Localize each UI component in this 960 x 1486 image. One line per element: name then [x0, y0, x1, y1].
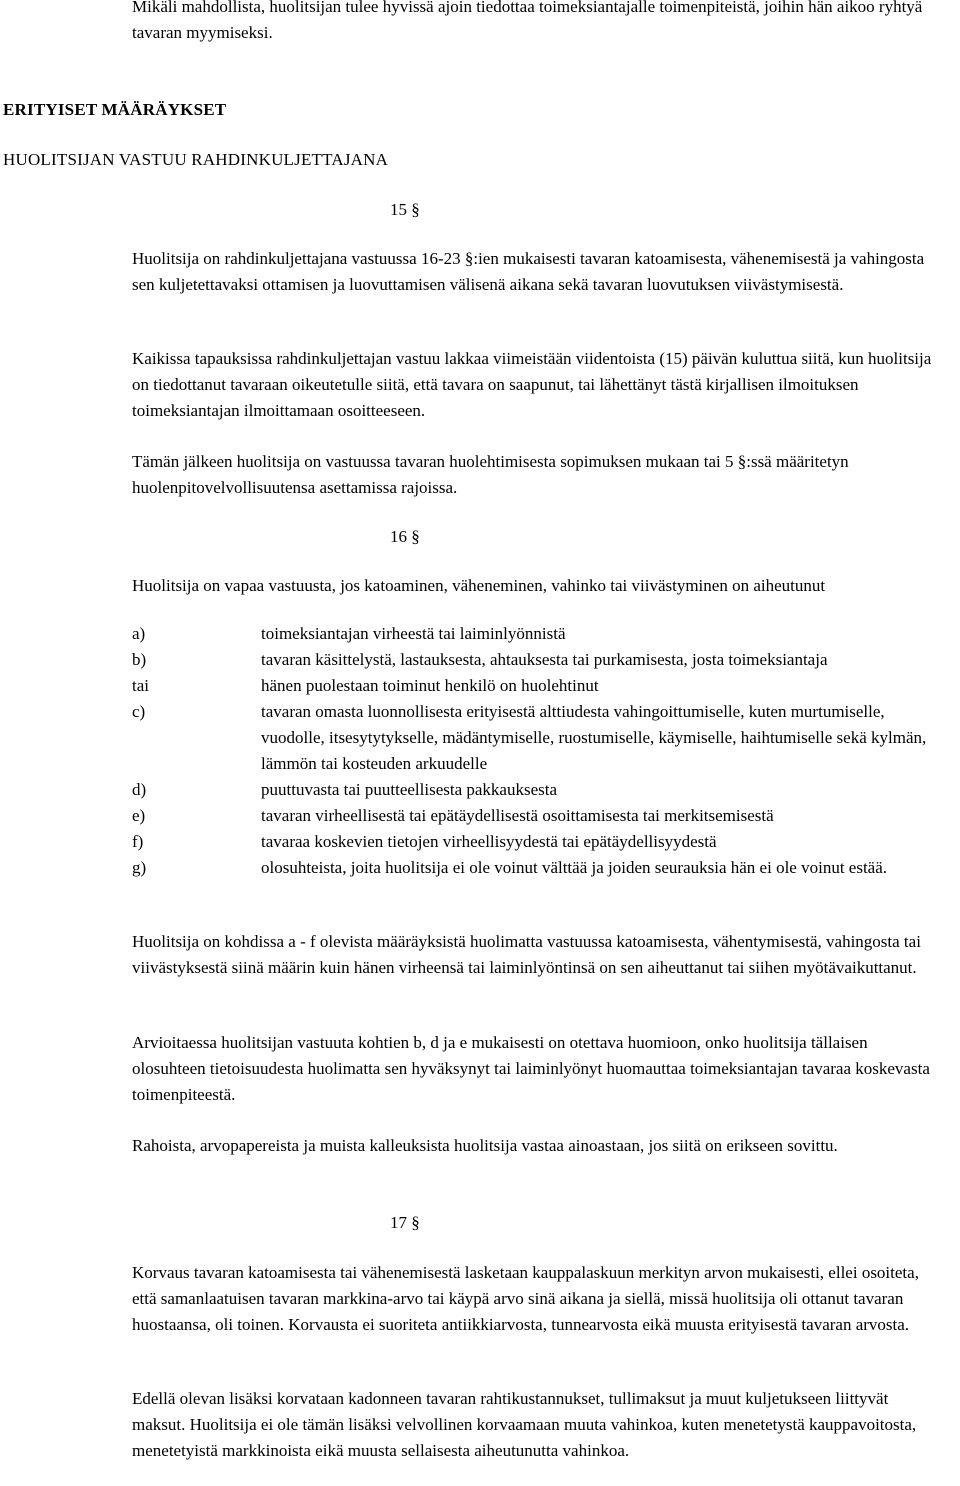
list-item	[132, 673, 944, 699]
section-15-paragraph-3: Tämän jälkeen huolitsija on vastuussa tavaran huolehtimisesta sopimuksen mukaan tai 5 §:ssä määritetyn huolenpitovelvollisuutensa asettamissa rajoissa.	[132, 452, 849, 497]
list-item-label: g)	[132, 858, 147, 877]
section-15-number: 15 §	[390, 200, 420, 219]
list-item-text: tavaran virheellisestä tai epätäydellisestä osoittamisesta tai merkitsemisestä	[261, 806, 774, 825]
list-item-label: f)	[132, 832, 144, 851]
section-16-paragraph-1: Huolitsija on kohdissa a - f olevista määräyksistä huolimatta vastuussa katoamisesta, vähentymisestä, vahingosta tai viivästyksestä siinä määrin kuin hänen virheensä tai laiminlyöntinsä on sen aiheuttanut tai siihen myötävaikuttanut.	[132, 932, 921, 977]
section-heading: ERITYISET MÄÄRÄYKSET	[3, 100, 227, 119]
list-item-text: olosuhteista, joita huolitsija ei ole voinut välttää ja joiden seurauksia hän ei ole voinut estää.	[261, 858, 888, 877]
section-15-paragraph-1: Huolitsija on rahdinkuljettajana vastuussa 16-23 §:ien mukaisesti tavaran katoamisesta, vähenemisestä ja vahingosta sen kuljetettavaksi ottamisen ja luovuttamisen välisenä aikana sekä tavaran luovutuksen viivästymisestä.	[132, 249, 925, 294]
subheading: HUOLITSIJAN VASTUU RAHDINKULJETTAJANA	[3, 150, 389, 169]
list-item-text: toimeksiantajan virheestä tai laiminlyönnistä	[261, 624, 566, 643]
list-item-label: b)	[132, 650, 147, 669]
list-item	[132, 647, 944, 673]
list-item	[132, 829, 944, 855]
section-17-paragraph-2: Edellä olevan lisäksi korvataan kadonneen tavaran rahtikustannukset, tullimaksut ja muut kuljetukseen liittyvät maksut. Huolitsija ei ole tämän lisäksi velvollinen korvaamaan muuta vahinkoa, kuten menetetystä kauppavoitosta, menetetyistä markkinoista eikä muusta sellaisesta aiheutunutta vahinkoa.	[132, 1389, 917, 1460]
list-item-label: c)	[132, 702, 146, 721]
section-16-number: 16 §	[390, 527, 420, 546]
list-item-text: tavaraa koskevien tietojen virheellisyydestä tai epätäydellisyydestä	[261, 832, 717, 851]
list-item	[132, 855, 944, 881]
list-item-text: puuttuvasta tai puutteellisesta pakkauksesta	[261, 780, 558, 799]
section-15-paragraph-2: Kaikissa tapauksissa rahdinkuljettajan vastuu lakkaa viimeistään viidentoista (15) päivän kuluttua siitä, kun huolitsija on tiedottanut tavaraan oikeutetulle siitä, että tavara on saapunut, tai lähettänyt tästä kirjallisen ilmoituksen toimeksiantajan ilmoittamaan osoitteeseen.	[132, 349, 932, 420]
section-17-paragraph-1: Korvaus tavaran katoamisesta tai vähenemisestä lasketaan kauppalaskuun merkityn arvon mukaisesti, ellei osoiteta, että samanlaatuisen tavaran markkina-arvo tai käypä arvo sinä aikana ja siellä, missä huolitsija oli ottanut tavaran huostaansa, oli toinen. Korvausta ei suoriteta antiikkiarvosta, tunnearvosta eikä muusta erityisestä tavaran arvosta.	[132, 1263, 919, 1334]
section-16-paragraph-3: Rahoista, arvopapereista ja muista kalleuksista huolitsija vastaa ainoastaan, jos siitä on erikseen sovittu.	[132, 1136, 838, 1155]
list-item-text: hänen puolestaan toiminut henkilö on huolehtinut	[261, 676, 599, 695]
section-17-number: 17 §	[390, 1213, 420, 1232]
list-item-text: tavaran käsittelystä, lastauksesta, ahtauksesta tai purkamisesta, josta toimeksiantaja	[261, 650, 828, 669]
section-16-lead: Huolitsija on vapaa vastuusta, jos katoaminen, väheneminen, vahinko tai viivästyminen on aiheutunut	[132, 576, 826, 595]
list-item	[132, 803, 944, 829]
list-item	[132, 699, 944, 777]
list-item-label: e)	[132, 806, 146, 825]
intro-paragraph: Mikäli mahdollista, huolitsijan tulee hyvissä ajoin tiedottaa toimeksiantajalle toimenpiteistä, joihin hän aikoo ryhtyä tavaran myymiseksi.	[132, 0, 923, 42]
list-item-label: d)	[132, 780, 147, 799]
list-item-label: a)	[132, 624, 146, 643]
liability-exceptions-list	[132, 621, 944, 881]
list-item	[132, 621, 944, 647]
section-16-paragraph-2: Arvioitaessa huolitsijan vastuuta kohtien b, d ja e mukaisesti on otettava huomioon, onko huolitsija tällaisen olosuhteen tietoisuudesta huolimatta sen hyväksynyt tai laiminlyönyt huomauttaa toimeksiantajan tavaraa koskevasta toimenpiteestä.	[132, 1033, 930, 1104]
list-item-text: tavaran omasta luonnollisesta erityisestä alttiudesta vahingoittumiselle, kuten murtumiselle, vuodolle, itsesytytykselle, mädäntymiselle, ruostumiselle, käymiselle, haihtumiselle sekä kylmän, lämmön tai kosteuden arkuudelle	[261, 702, 927, 773]
list-item-label: tai	[132, 676, 149, 695]
list-item	[132, 777, 944, 803]
